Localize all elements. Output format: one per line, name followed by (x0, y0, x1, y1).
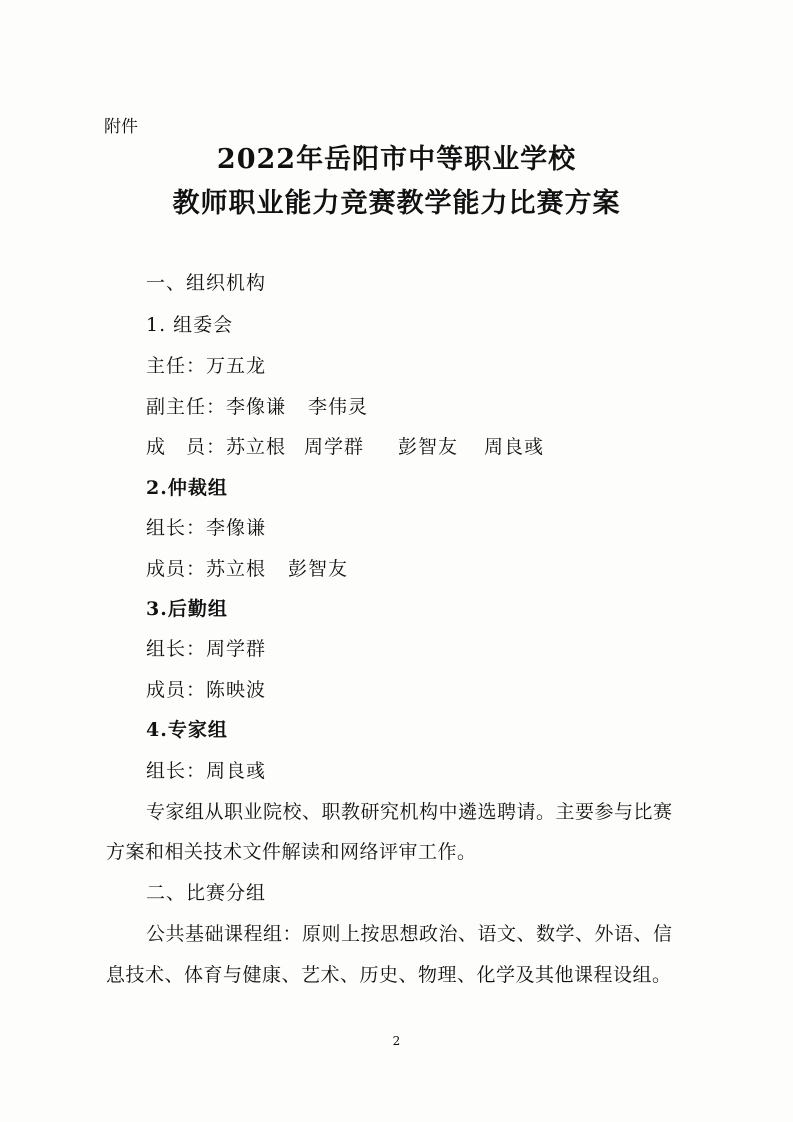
committee-deputy-1: 副主任：李像谦 (146, 396, 287, 418)
section2-para-line2: 息技术、体育与健康、艺术、历史、物理、化学及其他课程设组。 (106, 964, 672, 986)
arbitration-member-1: 成员：苏立根 (146, 558, 267, 580)
logistics-leader: 组长：周学群 (146, 638, 267, 660)
experts-desc-line2: 方案和相关技术文件解读和网络评审工作。 (106, 841, 477, 863)
logistics-members: 成员：陈映波 (146, 679, 267, 701)
section2-para-line1: 公共基础课程组：原则上按思想政治、语文、数学、外语、信 (146, 923, 673, 945)
committee-member-3: 彭智友 (398, 436, 459, 458)
committee-member-2: 周学群 (304, 436, 365, 458)
committee-deputy (146, 395, 368, 419)
committee-member-4: 周良彧 (484, 436, 545, 458)
arbitration-member-2: 彭智友 (288, 558, 349, 580)
logistics-heading: 3.后勤组 (146, 598, 228, 620)
committee-director: 主任：万五龙 (146, 355, 267, 377)
experts-desc-line1: 专家组从职业院校、职教研究机构中遴选聘请。主要参与比赛 (146, 801, 673, 823)
committee-member-1: 成 员：苏立根 (146, 436, 287, 458)
page-number: 2 (392, 1034, 401, 1048)
committee-heading: 1. 组委会 (146, 314, 234, 336)
arbitration-heading: 2.仲裁组 (146, 477, 228, 499)
committee-members (146, 435, 544, 459)
section1-heading: 一、组织机构 (146, 272, 267, 294)
experts-heading: 4.专家组 (146, 719, 228, 741)
section2-heading: 二、比赛分组 (146, 882, 267, 904)
document-title-line2: 教师职业能力竞赛教学能力比赛方案 (172, 188, 621, 219)
document-title-line1: 2022年岳阳市中等职业学校 (216, 144, 577, 175)
committee-deputy-2: 李伟灵 (308, 396, 369, 418)
experts-leader: 组长：周良彧 (146, 760, 267, 782)
arbitration-leader: 组长：李像谦 (146, 517, 267, 539)
attachment-label: 附件 (104, 117, 138, 137)
arbitration-members (146, 557, 348, 581)
